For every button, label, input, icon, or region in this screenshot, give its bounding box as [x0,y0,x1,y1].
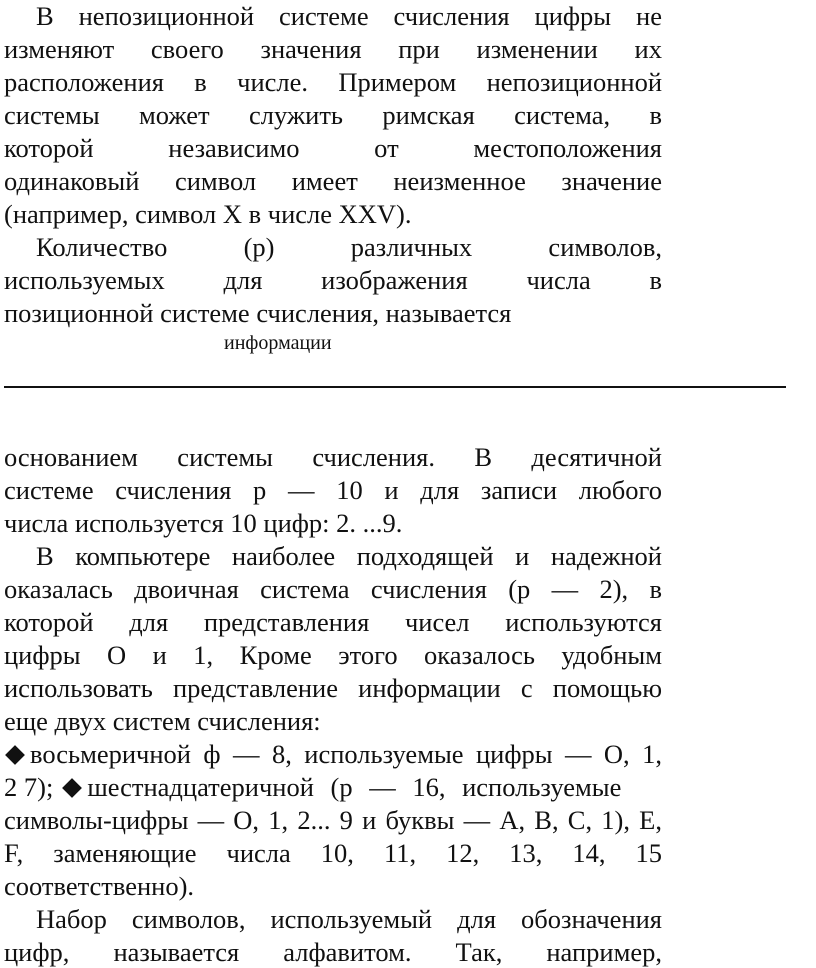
text-line: F, заменяющие числа 10, 11, 12, 13, 14, 15 [4,838,662,868]
text-line: системе счисления р — 10 и для записи любого [4,475,662,505]
text-line: еще двух систем счисления: [4,706,321,736]
text-line: символы-цифры — О, 1, 2... 9 и буквы — А, В, С, 1), Е, [4,805,662,835]
text-line: которой независимо от местоположения [4,133,662,163]
diamond-bullet-icon [5,746,25,766]
bullet-text: 2 7); [4,772,54,802]
text-line: цифр, называется алфавитом. Так, например, [4,937,662,967]
text-line: которой для представления чисел используются [4,607,662,637]
small-note: информации [224,332,332,354]
text-line: позиционной системе счисления, называется [4,298,512,328]
text-line: числа используется 10 цифр: 2. ...9. [4,508,403,538]
text-line: Набор символов, используемый для обозначения [36,904,662,934]
text-line: В компьютере наиболее подходящей и надежной [36,541,662,571]
bullet-line [4,771,662,803]
text-line: изменяют своего значения при изменении их [4,34,662,64]
text-line: одинаковый символ имеет неизменное значение [4,166,662,196]
text-line: используемых для изображения числа в [4,265,662,295]
text-line: основанием системы счисления. В десятичной [4,442,662,472]
text-line: В непозиционной системе счисления цифры не [36,1,662,31]
text-line: соответственно). [4,871,195,901]
text-line: расположения в числе. Примером непозиционной [4,67,662,97]
bullet-text: восьмеричной ф — 8, используемые цифры — О, 1, [30,739,662,769]
text-line: (например, символ Х в числе ХХV). [4,199,412,229]
text-line: системы может служить римская система, в [4,100,662,130]
bullet-line [4,738,662,770]
text-line: оказалась двоичная система счисления (р — 2), в [4,574,662,604]
diamond-bullet-icon [62,779,82,799]
text-line: Количество (р) различных символов, [36,232,662,262]
horizontal-rule [4,386,786,388]
text-line: цифры О и 1, Кроме этого оказалось удобным [4,640,662,670]
bullet-text: шестнадцатеричной (р — 16, используемые [87,772,622,802]
text-line: использовать представление информации с помощью [4,673,662,703]
